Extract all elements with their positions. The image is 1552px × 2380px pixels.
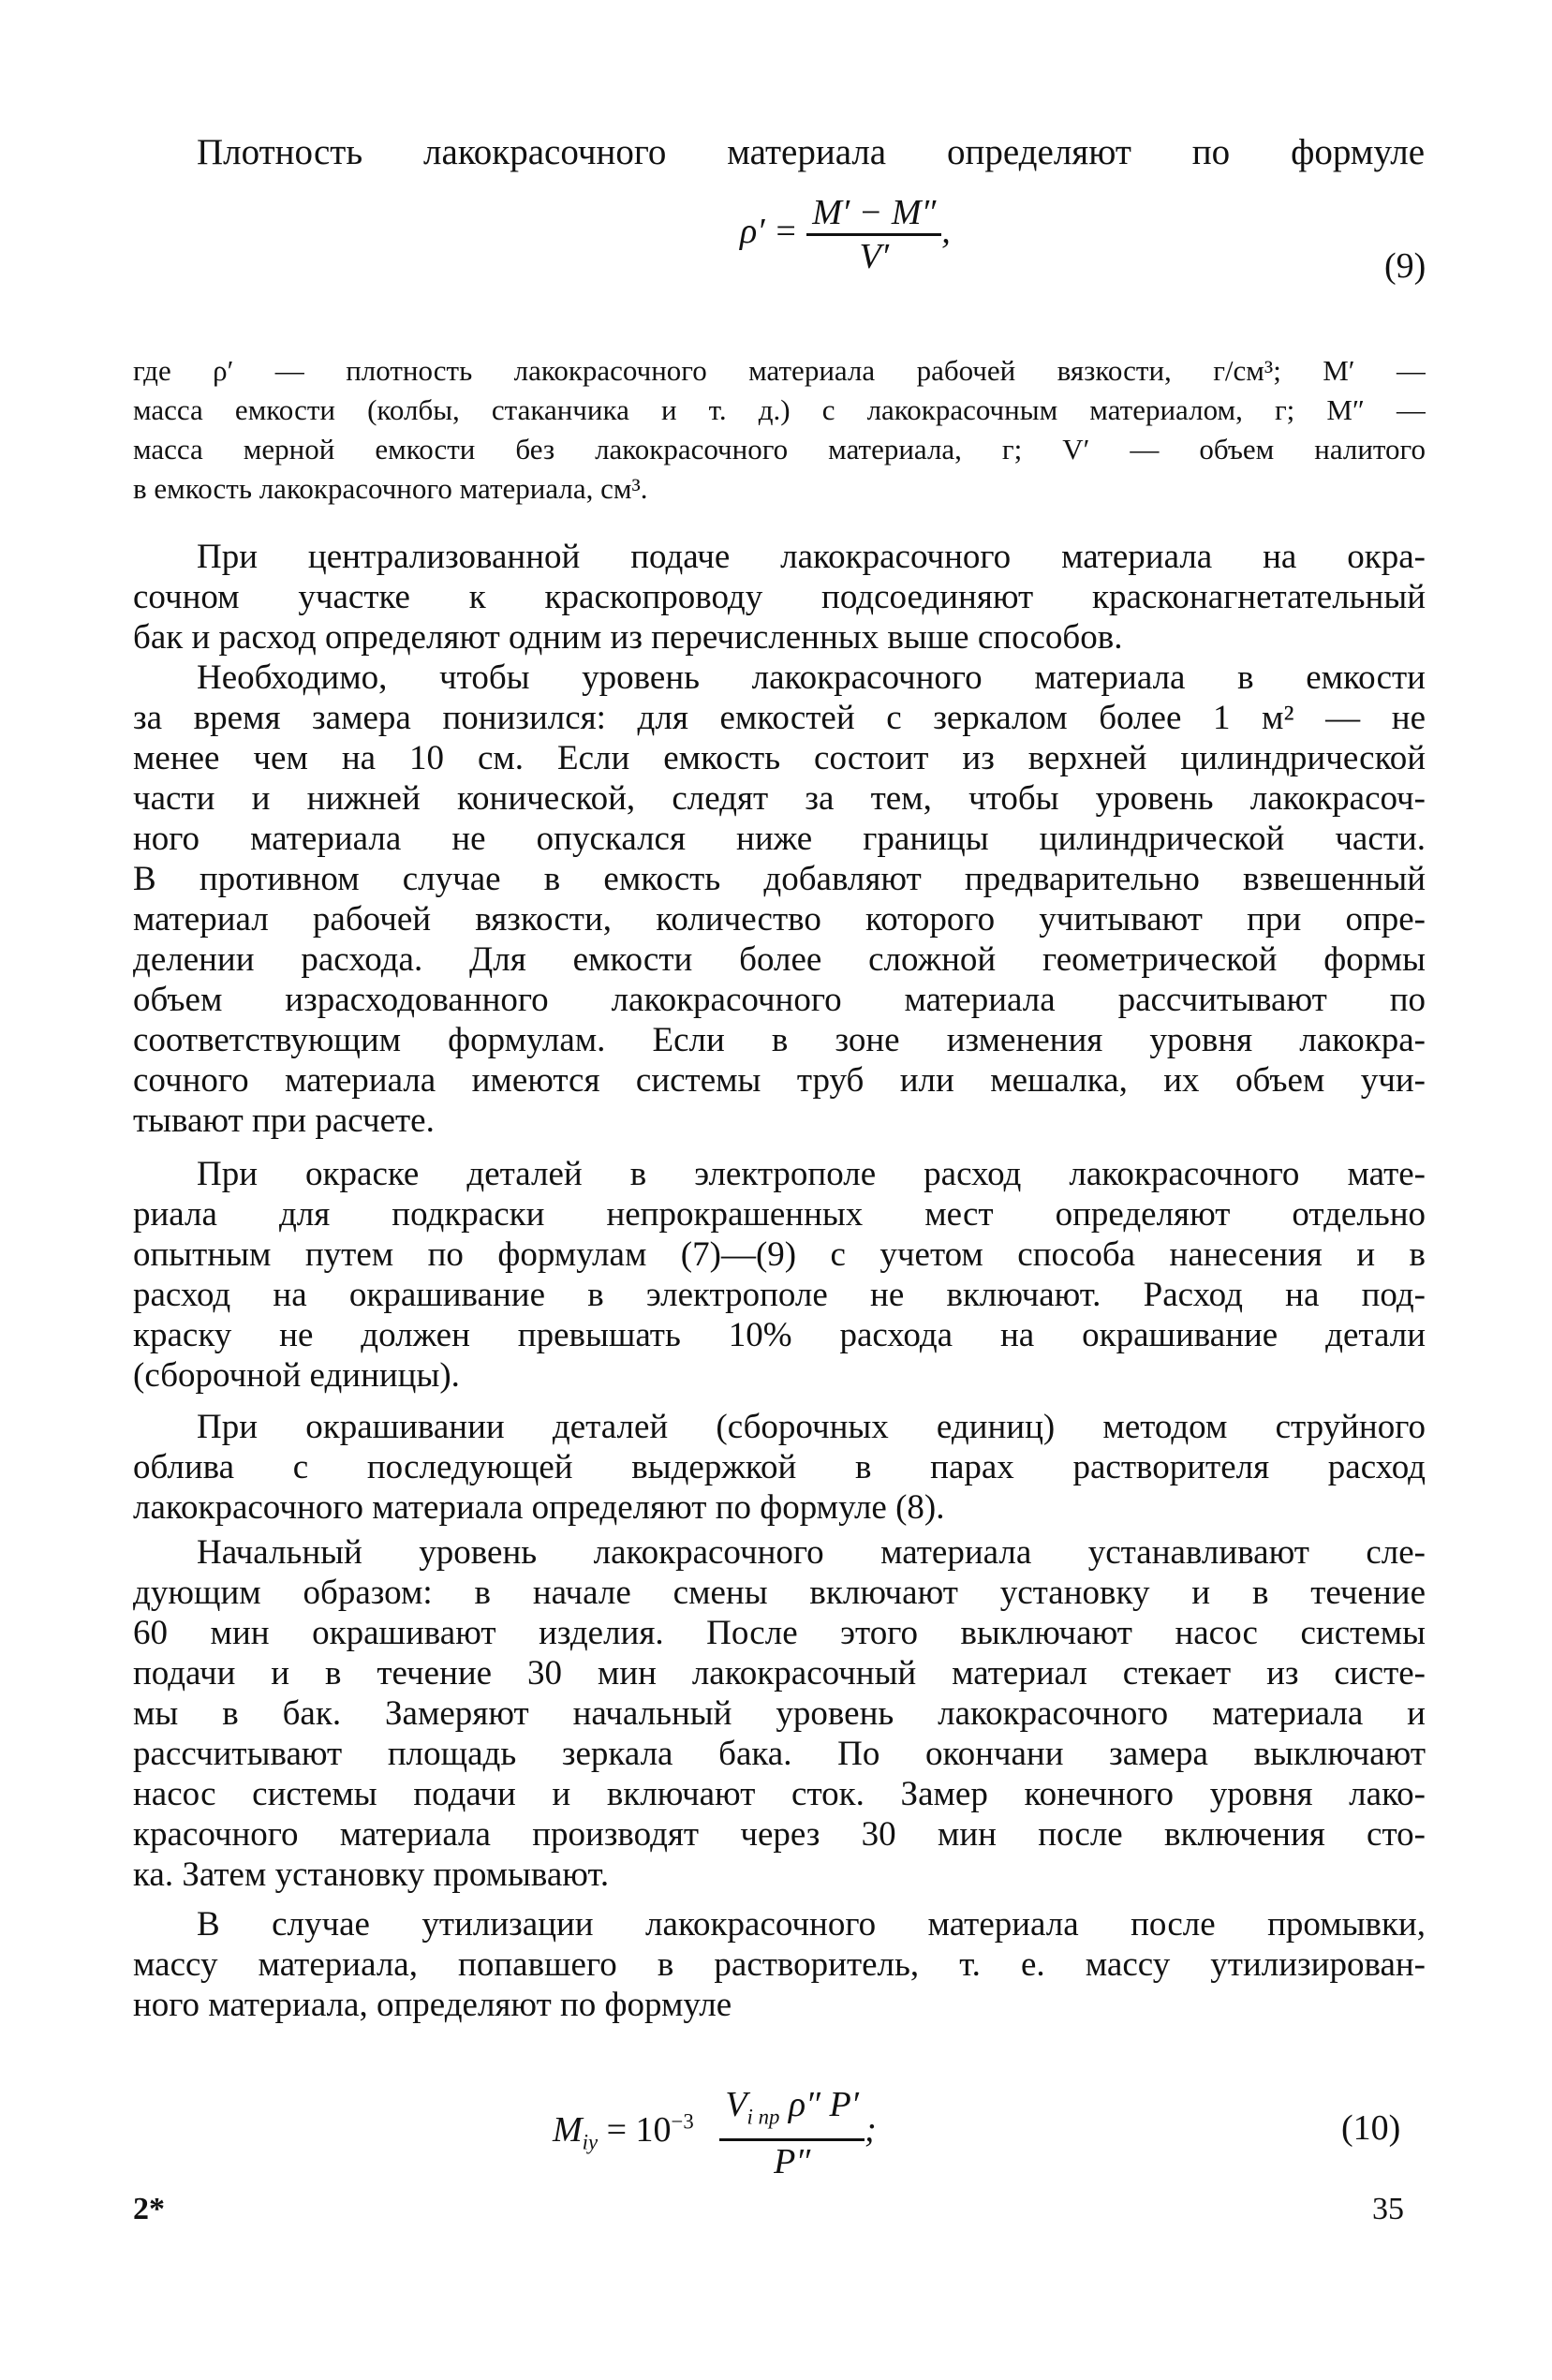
paragraph-line: дующим образом: в начале смены включают установку и в течение — [133, 1574, 1426, 1612]
paragraph-line: В противном случае в емкость добавляют предварительно взвешенный — [133, 860, 1426, 898]
paragraph-line: бак и расход определяют одним из перечисленных выше способов. — [133, 618, 1123, 657]
paragraph-line: материал рабочей вязкости, количество которого учитывают при опре- — [133, 900, 1426, 939]
formula-10-tail: ; — [864, 2110, 877, 2151]
formula-9-fraction — [806, 192, 941, 277]
paragraph — [133, 537, 1426, 658]
paragraph — [133, 1407, 1426, 1528]
formula-9-tail: , — [941, 212, 951, 252]
paragraph-line: мы в бак. Замеряют начальный уровень лакокрасочного материала и — [133, 1694, 1426, 1733]
formula-10-fraction — [719, 2084, 865, 2182]
formula-10-sub: iy — [582, 2130, 599, 2154]
paragraph-line: тывают при расчете. — [133, 1101, 435, 1140]
formula-10-m: M — [553, 2110, 583, 2151]
formula-9 — [740, 192, 951, 277]
formula-9-lhs: ρ′ = — [740, 212, 798, 252]
paragraph-line: ного материала не опускался ниже границы цилиндрической части. — [133, 820, 1426, 858]
formula-10 — [553, 2084, 877, 2182]
paragraph-line: насос системы подачи и включают сток. Замер конечного уровня лако- — [133, 1775, 1426, 1813]
formula-10-v-sub: i пр — [746, 2105, 780, 2129]
formula-9-denominator: V′ — [859, 237, 890, 276]
paragraph-line: части и нижней конической, следят за тем, чтобы уровень лакокрасоч- — [133, 779, 1426, 818]
paragraph-line: сочного материала имеются системы труб или мешалка, их объем учи- — [133, 1061, 1426, 1100]
paragraph-line: В случае утилизации лакокрасочного материала после промывки, — [197, 1905, 1426, 1944]
paragraph-line: менее чем на 10 см. Если емкость состоит из верхней цилиндрической — [133, 739, 1426, 777]
paragraph-line: При окрашивании деталей (сборочных единиц) методом струйного — [197, 1408, 1426, 1446]
legend-line: где ρ′ — плотность лакокрасочного материала рабочей вязкости, г/см³; M′ — — [133, 354, 1426, 387]
page-number: 35 — [1372, 2192, 1404, 2226]
paragraph-line: При централизованной подаче лакокрасочного материала на окра- — [197, 538, 1426, 576]
paragraph-line: Необходимо, чтобы уровень лакокрасочного материала в емкости — [197, 658, 1426, 697]
paragraph-line: При окраске деталей в электрополе расход лакокрасочного мате- — [197, 1155, 1426, 1193]
formula-10-eq: = 10 — [598, 2110, 672, 2151]
paragraph — [133, 1532, 1426, 1895]
paragraph-line: делении расхода. Для емкости более сложной геометрической формы — [133, 940, 1426, 979]
paragraph-line: риала для подкраски непрокрашенных мест определяют отдельно — [133, 1195, 1426, 1234]
paragraph-line: лакокрасочного материала определяют по формуле (8). — [133, 1488, 945, 1527]
paragraph-line: подачи и в течение 30 мин лакокрасочный материал стекает из систе- — [133, 1654, 1426, 1693]
paragraph-line: красочного материала производят через 30 мин после включения сто- — [133, 1815, 1426, 1854]
paragraph — [133, 1154, 1426, 1396]
paragraph-line: Начальный уровень лакокрасочного материала устанавливают сле- — [197, 1533, 1426, 1572]
paragraph-line: (сборочной единицы). — [133, 1356, 460, 1395]
equation-number-10: (10) — [1341, 2108, 1401, 2148]
legend-line: масса мерной емкости без лакокрасочного материала, г; V′ — объем налитого — [133, 433, 1426, 466]
paragraph-line: ка. Затем установку промывают. — [133, 1855, 610, 1894]
paragraph-line: опытным путем по формулам (7)—(9) с учетом способа нанесения и в — [133, 1235, 1426, 1274]
formula-10-v: V — [725, 2085, 747, 2124]
intro-line: Плотность лакокрасочного материала определяют по формуле — [197, 132, 1425, 172]
formula-10-denominator: P″ — [774, 2141, 811, 2181]
paragraph-line: ного материала, определяют по формуле — [133, 1986, 732, 2024]
paragraph-line: краску не должен превышать 10% расхода на окрашивание детали — [133, 1316, 1426, 1354]
paragraph — [133, 658, 1426, 1141]
formula-10-lhs — [553, 2109, 694, 2154]
paragraph — [133, 1904, 1426, 2025]
paragraph-line: облива с последующей выдержкой в парах растворителя расход — [133, 1448, 1426, 1486]
paragraph-line: 60 мин окрашивают изделия. После этого выключают насос системы — [133, 1614, 1426, 1652]
paragraph-line: рассчитывают площадь зеркала бака. По окончани замера выключают — [133, 1735, 1426, 1773]
formula-9-numerator: M′ − M″ — [806, 192, 941, 236]
paragraph-line: соответствующим формулам. Если в зоне изменения уровня лакокра- — [133, 1021, 1426, 1059]
paragraph-line: объем израсходованного лакокрасочного материала рассчитывают по — [133, 981, 1426, 1019]
paragraph-line: сочном участке к краскопроводу подсоединяют красконагнетательный — [133, 578, 1426, 616]
legend-line: в емкость лакокрасочного материала, см³. — [133, 472, 648, 505]
legend-line: масса емкости (колбы, стаканчика и т. д.) с лакокрасочным материалом, г; M″ — — [133, 393, 1426, 426]
paragraph-line: расход на окрашивание в электрополе не включают. Расход на под- — [133, 1276, 1426, 1314]
formula-10-numerator — [719, 2084, 865, 2141]
signature-mark: 2* — [133, 2192, 165, 2226]
formula-10-exp: −3 — [671, 2109, 694, 2134]
formula-9-legend — [133, 351, 1426, 509]
paragraph-line: за время замера понизился: для емкостей с зеркалом более 1 м² — не — [133, 699, 1426, 737]
paragraph-line: массу материала, попавшего в растворитель, т. е. массу утилизирован- — [133, 1945, 1426, 1984]
formula-10-num-rest: ρ″ P′ — [779, 2085, 859, 2124]
equation-number-9: (9) — [1384, 246, 1426, 286]
